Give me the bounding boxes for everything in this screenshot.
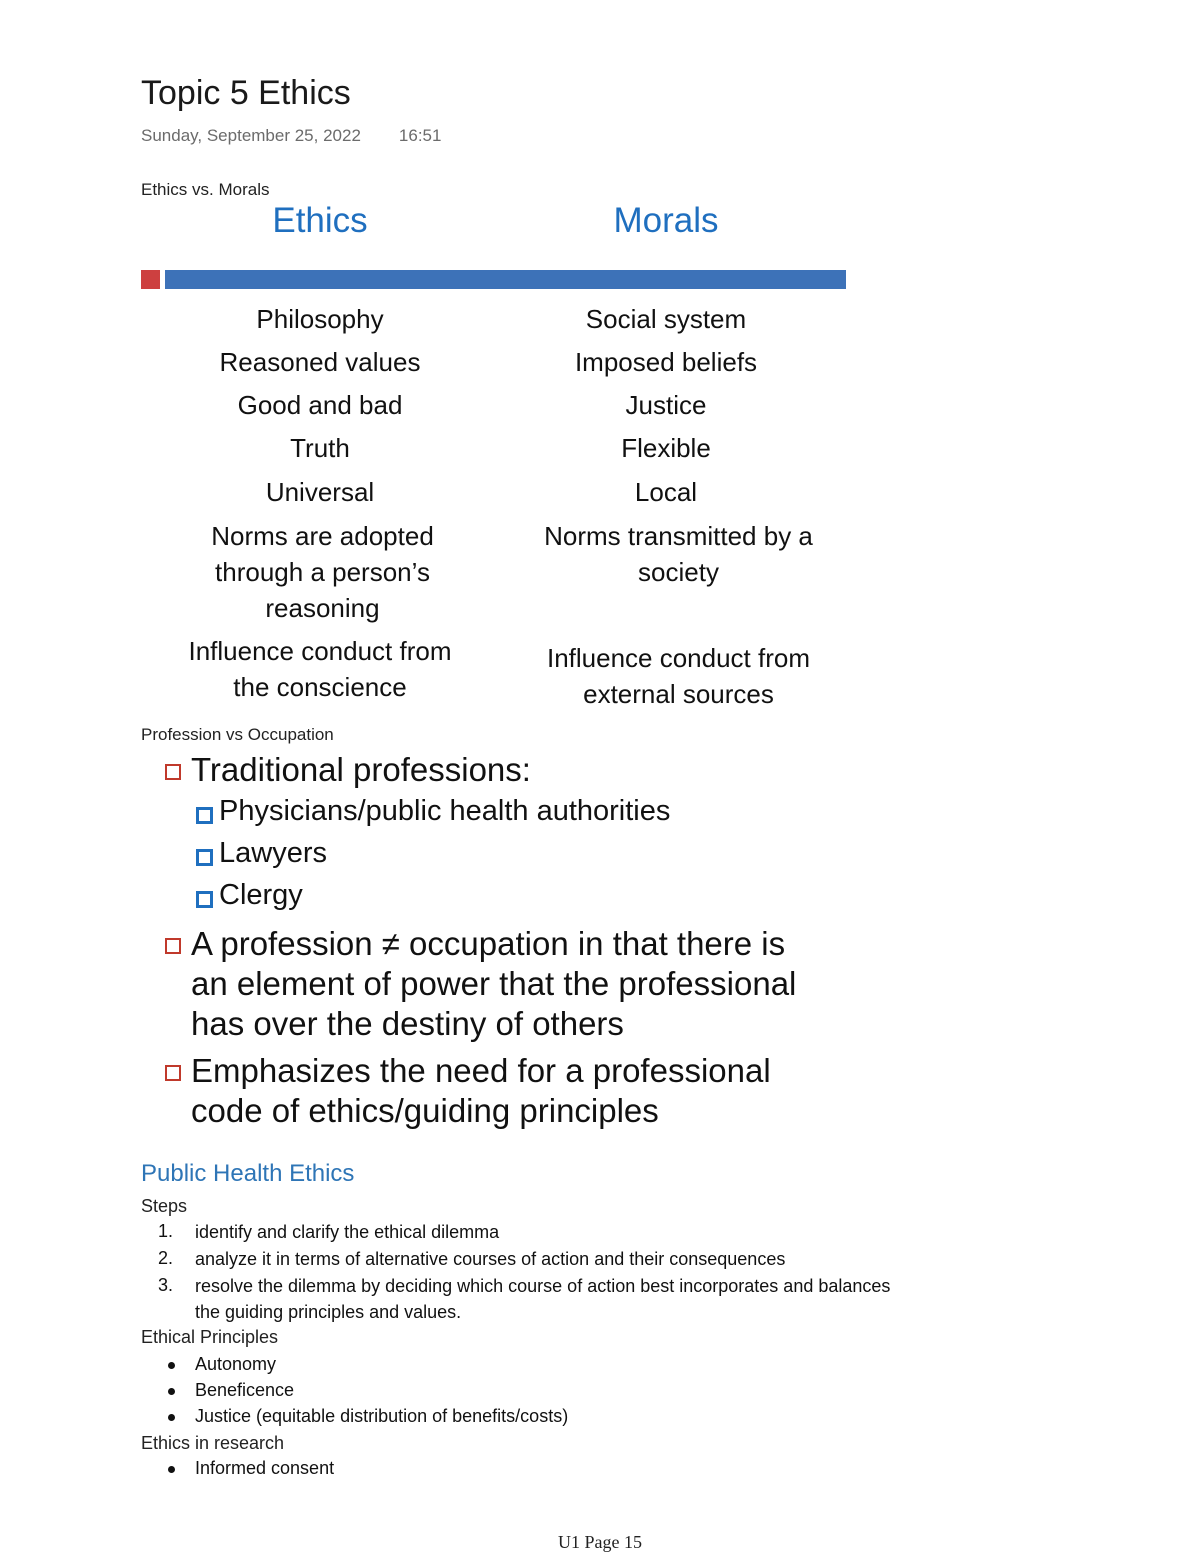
ethics-item: Philosophy xyxy=(256,304,384,334)
slide-accent-square xyxy=(141,270,160,289)
ethics-item: Universal xyxy=(265,477,375,507)
morals-heading: Morals xyxy=(613,201,719,240)
profession-point-line: an element of power that the professional xyxy=(191,965,797,1002)
morals-item: Justice xyxy=(625,390,707,420)
bullet-dot-icon xyxy=(168,1388,175,1395)
square-bullet-icon xyxy=(165,764,181,780)
traditional-professions: Traditional professions: xyxy=(191,751,531,788)
research-label: Ethics in research xyxy=(141,1433,285,1453)
steps-label: Steps xyxy=(141,1196,188,1216)
step-item: analyze it in terms of alternative courses of action and their consequences xyxy=(195,1249,786,1269)
profession-sub-item: Physicians/public health authorities xyxy=(219,795,671,827)
bullet-dot-icon xyxy=(168,1414,175,1421)
principle-item: Autonomy xyxy=(195,1354,277,1374)
ethics-item: Reasoned values xyxy=(219,347,421,377)
ethics-heading: Ethics xyxy=(272,201,368,240)
step-number: 3. xyxy=(158,1275,174,1295)
profession-point-line: code of ethics/guiding principles xyxy=(191,1092,659,1129)
morals-item: Imposed beliefs xyxy=(574,347,758,377)
morals-item: Local xyxy=(634,477,698,507)
ethics-item: Good and bad xyxy=(237,390,403,420)
step-number: 2. xyxy=(158,1248,174,1268)
profession-point-line: Emphasizes the need for a professional xyxy=(191,1052,771,1089)
bullet-dot-icon xyxy=(168,1362,175,1369)
ethics-item: Truth xyxy=(290,433,350,463)
principles-label: Ethical Principles xyxy=(141,1327,279,1347)
step-item: identify and clarify the ethical dilemma xyxy=(195,1222,500,1242)
profession-sub-item: Clergy xyxy=(219,879,303,911)
square-bullet-icon xyxy=(165,938,181,954)
bullet-dot-icon xyxy=(168,1466,175,1473)
research-item: Informed consent xyxy=(195,1458,335,1478)
page-date: Sunday, September 25, 2022 xyxy=(141,126,361,145)
profession-point xyxy=(191,924,796,1044)
profession-point xyxy=(191,1051,771,1131)
ethics-item: Norms are adopted through a person’s reasoning xyxy=(211,521,434,623)
slide-accent-bar xyxy=(165,270,846,289)
page-time: 16:51 xyxy=(398,126,442,145)
step-item: resolve the dilemma by deciding which course of action best incorporates and balances the guiding principles and values. xyxy=(195,1276,891,1322)
section-label-ethics-vs-morals: Ethics vs. Morals xyxy=(141,180,270,199)
section-heading-public-health: Public Health Ethics xyxy=(141,1160,355,1187)
square-bullet-icon xyxy=(196,891,213,908)
morals-item: Influence conduct from external sources xyxy=(546,643,811,709)
section-label-profession: Profession vs Occupation xyxy=(141,725,334,744)
page-footer: U1 Page 15 xyxy=(558,1532,642,1552)
principle-item: Justice (equitable distribution of benefits/costs) xyxy=(195,1406,569,1426)
step-number: 1. xyxy=(158,1221,174,1241)
ethics-item: Influence conduct from the conscience xyxy=(188,636,452,702)
square-bullet-icon xyxy=(196,807,213,824)
profession-sub-item: Lawyers xyxy=(219,837,327,869)
morals-item: Norms transmitted by a society xyxy=(544,521,813,587)
square-bullet-icon xyxy=(165,1065,181,1081)
profession-point-line: has over the destiny of others xyxy=(191,1005,624,1042)
page-title: Topic 5 Ethics xyxy=(141,74,351,112)
morals-item: Social system xyxy=(585,304,747,334)
morals-item: Flexible xyxy=(621,433,711,463)
square-bullet-icon xyxy=(196,849,213,866)
page-timestamp xyxy=(141,126,441,146)
profession-point-line: A profession ≠ occupation in that there is xyxy=(191,925,786,962)
principle-item: Beneficence xyxy=(195,1380,295,1400)
